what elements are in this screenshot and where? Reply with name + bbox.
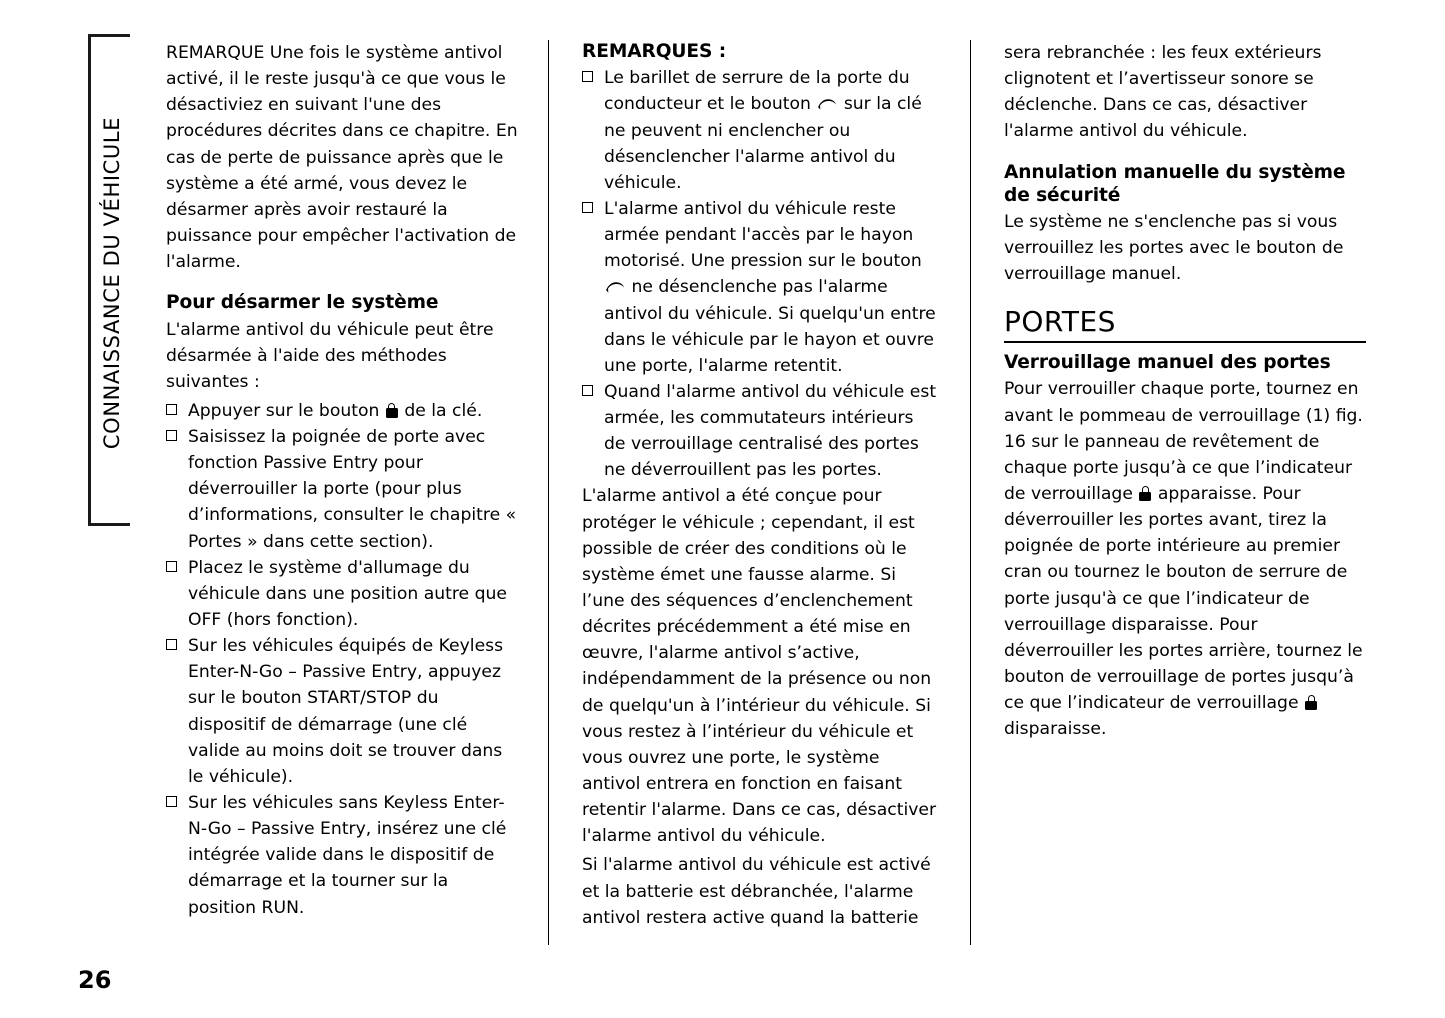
alarm-design-paragraph: L'alarme antivol a été conçue pour protéger le véhicule ; cependant, il est possible de créer des conditions où le système émet une fausse alarme. Si l’une des séquences d’enclenchement décrites précédemment a été mise en œuvre, l'alarme antivol s’active, indépendamment de la présence ou non de quelqu'un à l’intérieur du véhicule. Si vous restez à l’intérieur du véhicule et vous ouvrez une porte, le système antivol entrera en fonction en faisant retentir l'alarme. Dans ce cas, désactiver l'alarme antivol du véhicule. — [582, 486, 937, 847]
bullet-text: Sur les véhicules sans Keyless Enter-N-Go – Passive Entry, insérez une clé intégrée valide dans le dispositif de démarrage et la tourner sur la position RUN. — [188, 793, 507, 918]
lock-icon — [386, 403, 398, 418]
disarm-intro: L'alarme antivol du véhicule peut être désarmée à l'aide des méthodes suivantes : — [166, 319, 494, 392]
manual-lock-text-3: disparaisse. — [1004, 719, 1107, 740]
trunk-icon — [817, 98, 837, 111]
bullet-text: Saisissez la poignée de porte avec fonction Passive Entry pour déverrouiller la porte (pour plus d’informations, consulter le chapitre « Portes » dans cette section). — [188, 427, 517, 552]
manual-lock-paragraph — [1004, 376, 1366, 742]
bullet-text: Placez le système d'allumage du véhicule dans une position autre que OFF (hors fonction). — [188, 557, 507, 631]
bullet-square-icon — [166, 639, 177, 650]
list-item — [166, 424, 518, 555]
column-2 — [548, 40, 970, 945]
list-item — [582, 196, 938, 379]
heading-disarm: Pour désarmer le système — [166, 292, 439, 314]
bullet-text-suffix: ne désenclenche pas l'alarme antivol du véhicule. Si quelqu'un entre dans le véhicule par le hayon et ouvre une porte, l'alarme retentit. — [604, 277, 936, 376]
remarks-bullet-list — [582, 65, 938, 483]
lock-icon — [1139, 486, 1151, 501]
bullet-text: Sur les véhicules équipés de Keyless Enter-N-Go – Passive Entry, appuyez sur le bouton START/STOP du dispositif de démarrage (une clé valide au moins doit se trouver dans le véhicule). — [188, 636, 504, 787]
page-number: 26 — [78, 966, 112, 994]
list-item — [166, 633, 518, 790]
bullet-text-prefix: L'alarme antivol du véhicule reste armée pendant l'accès par le hayon motorisé. Une pression sur le bouton — [604, 198, 922, 272]
bullet-text-suffix: de la clé. — [398, 400, 483, 421]
list-item — [166, 555, 518, 633]
heading-manual-lock: Verrouillage manuel des portes — [1004, 352, 1331, 374]
battery-paragraph-continued: sera rebranchée : les feux extérieurs clignotent et l’avertisseur sonore se déclenche. Dans ce cas, désactiver l'alarme antivol du véhicule. — [1004, 43, 1322, 142]
bullet-text-prefix: Appuyer sur le bouton — [188, 400, 385, 421]
list-item — [166, 790, 518, 921]
bullet-square-icon — [582, 385, 593, 396]
heading-manual-cancel: Annulation manuelle du système de sécurité — [1004, 161, 1346, 206]
list-item — [582, 379, 938, 484]
list-item — [166, 398, 518, 424]
section-tab-label: CONNAISSANCE DU VÉHICULE — [100, 116, 124, 450]
bullet-square-icon — [166, 796, 177, 807]
bullet-square-icon — [166, 561, 177, 572]
column-1 — [166, 40, 548, 945]
page-columns — [166, 40, 1366, 945]
intro-note: REMARQUE Une fois le système antivol activé, il le reste jusqu'à ce que vous le désactiviez en suivant l'une des procédures décrites dans ce chapitre. En cas de perte de puissance après que le système a été armé, vous devez le désarmer après avoir restauré la puissance pour empêcher l'activation de l'alarme. — [166, 43, 518, 273]
bullet-square-icon — [582, 202, 593, 213]
bullet-text-prefix: Le barillet de serrure de la porte du conducteur et le bouton — [604, 68, 910, 115]
disarm-bullet-list — [166, 398, 518, 921]
manual-lock-text-1: Pour verrouiller chaque porte, tournez en avant le pommeau de verrouillage (1) fig. 16 sur le panneau de revêtement de chaque porte jusqu’à ce que l’indicateur de verrouillage — [1004, 379, 1363, 505]
bullet-text: Quand l'alarme antivol du véhicule est armée, les commutateurs intérieurs de verrouillage centralisé des portes ne déverrouillent pas les portes. — [604, 381, 937, 481]
bullet-text-suffix: sur la clé ne peuvent ni enclencher ou désenclencher l'alarme antivol du véhicule. — [604, 94, 922, 193]
bullet-square-icon — [582, 71, 593, 82]
heading-remarks: REMARQUES : — [582, 41, 727, 62]
heading-doors: PORTES — [1004, 307, 1366, 343]
column-3 — [970, 40, 1366, 945]
trunk-icon — [605, 281, 625, 294]
manual-cancel-paragraph: Le système ne s'enclenche pas si vous verrouillez les portes avec le bouton de verrouillage manuel. — [1004, 212, 1344, 285]
battery-paragraph: Si l'alarme antivol du véhicule est activé et la batterie est débranchée, l'alarme antivol restera active quand la batterie — [582, 855, 931, 928]
lock-icon — [1305, 695, 1317, 710]
bullet-square-icon — [166, 404, 177, 415]
bullet-square-icon — [166, 430, 177, 441]
manual-lock-text-2: apparaisse. Pour déverrouiller les portes avant, tirez la poignée de porte intérieure au premier cran ou tournez le bouton de serrure de porte jusqu'à ce que l’indicateur de verrouillage disparaisse. Pour déverrouiller les portes arrière, tournez le bouton de verrouillage de portes jusqu’à ce que l’indicateur de verrouillage — [1004, 484, 1363, 714]
section-tab — [88, 34, 130, 526]
list-item — [582, 65, 938, 196]
